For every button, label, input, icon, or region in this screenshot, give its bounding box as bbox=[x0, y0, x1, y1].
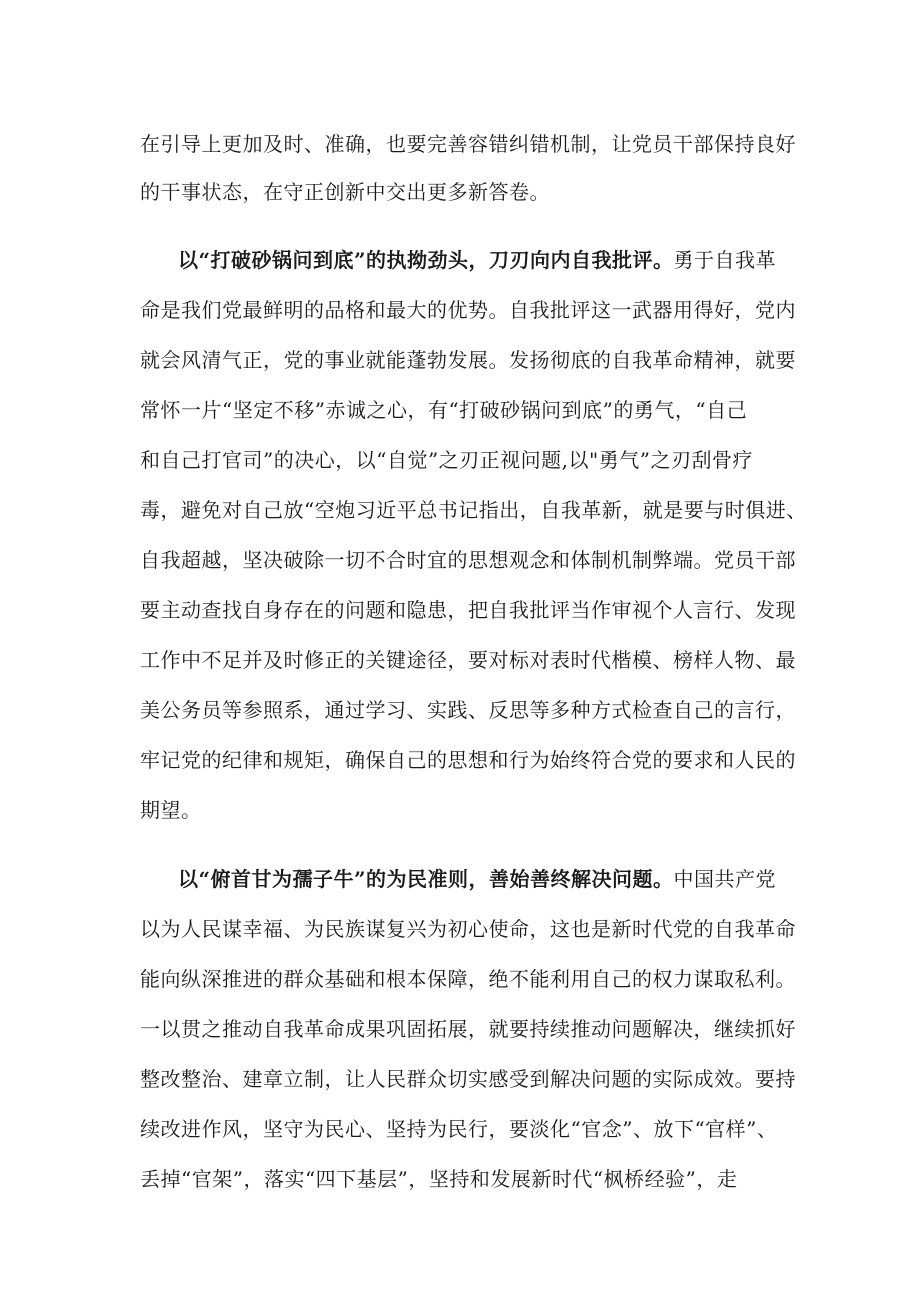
text-line: 一以贯之推动自我革命成果巩固拓展，就要持续推动问题解决，继续抓好 bbox=[140, 1017, 796, 1041]
text-line: 工作中不足并及时修正的关键途径，要对标对表时代楷模、榜样人物、最 bbox=[140, 648, 796, 672]
paragraph-first-line bbox=[178, 865, 800, 893]
text-line: 期望。 bbox=[140, 798, 202, 822]
paragraph-text: 中国共产党 bbox=[673, 867, 777, 891]
text-line: 牢记党的纪律和规矩，确保自己的思想和行为始终符合党的要求和人民的 bbox=[140, 748, 796, 772]
text-line: 续改进作风，坚守为民心、坚持为民行，要淡化“官念”、放下“官样”、 bbox=[140, 1117, 778, 1141]
text-line: 命是我们党最鲜明的品格和最大的优势。自我批评这一武器用得好，党内 bbox=[140, 298, 796, 322]
text-line: 和自己打官司”的决心，以“自觉”之刃正视问题,以"勇气”之刃刮骨疗 bbox=[140, 448, 753, 472]
text-line: 的干事状态，在守正创新中交出更多新答卷。 bbox=[140, 180, 550, 204]
paragraph-heading: 以“打破砂锅问到底”的执拗劲头，刀刃向内自我批评。 bbox=[178, 248, 674, 272]
text-line: 自我超越，坚决破除一切不合时宜的思想观念和体制机制弊端。党员干部 bbox=[140, 548, 796, 572]
text-line: 能向纵深推进的群众基础和根本保障，绝不能利用自己的权力谋取私利。 bbox=[140, 967, 796, 991]
text-line: 美公务员等参照系，通过学习、实践、反思等多种方式检查自己的言行， bbox=[140, 698, 796, 722]
text-line: 常怀一片“坚定不移”赤诚之心，有“打破砂锅问到底”的勇气，“自己 bbox=[140, 398, 748, 422]
text-line: 就会风清气正，党的事业就能蓬勃发展。发扬彻底的自我革命精神，就要 bbox=[140, 348, 796, 372]
paragraph-first-line bbox=[178, 246, 800, 274]
text-line: 毒，避免对自己放“空炮习近平总书记指出，自我革新，就是要与时俱进、 bbox=[140, 498, 807, 522]
paragraph-text: 勇于自我革 bbox=[673, 248, 777, 272]
text-line: 在引导上更加及时、准确，也要完善容错纠错机制，让党员干部保持良好 bbox=[140, 132, 796, 156]
text-line: 整改整治、建章立制，让人民群众切实感受到解决问题的实际成效。要持 bbox=[140, 1067, 796, 1091]
text-line: 以为人民谋幸福、为民族谋复兴为初心使命，这也是新时代党的自我革命 bbox=[140, 917, 796, 941]
text-line: 要主动查找自身存在的问题和隐患，把自我批评当作审视个人言行、发现 bbox=[140, 598, 796, 622]
text-line: 丢掉“官架”，落实“四下基层”，坚持和发展新时代“枫桥经验”，走 bbox=[140, 1167, 738, 1191]
paragraph-heading: 以“俯首甘为孺子牛”的为民准则，善始善终解决问题。 bbox=[178, 867, 674, 891]
